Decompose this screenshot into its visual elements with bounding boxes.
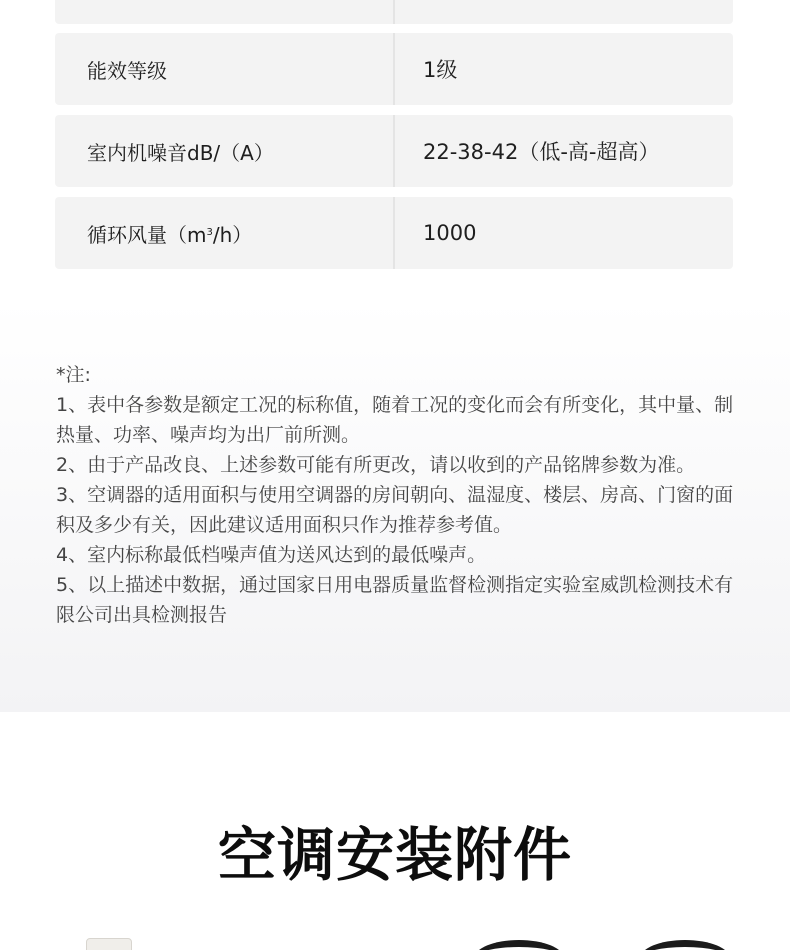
note-item: 4、室内标称最低档噪声值为送风达到的最低噪声。 xyxy=(56,544,487,566)
notes-section xyxy=(0,300,790,712)
column-divider xyxy=(393,33,395,105)
note-item: 5、以上描述中数据，通过国家日用电器质量监督检测指定实验室威凯检测技术有限公司出具检测报告 xyxy=(56,574,734,626)
spec-row-standard xyxy=(55,0,733,24)
accessory-image xyxy=(474,940,564,950)
spec-row-indoor-noise xyxy=(55,115,733,187)
accessory-image xyxy=(86,938,132,950)
label-prefix: 循环风量（m xyxy=(87,222,207,247)
spec-row-label: 能效等级 xyxy=(87,58,167,83)
spec-row-airflow xyxy=(55,197,733,269)
column-divider xyxy=(393,0,395,24)
notes-heading: *注: xyxy=(56,364,91,386)
column-divider xyxy=(393,115,395,187)
column-divider xyxy=(393,197,395,269)
spec-row-energy-grade xyxy=(55,33,733,105)
spec-row-value: 1级 xyxy=(423,58,458,82)
spec-row-value: 22-38-42（低-高-超高） xyxy=(423,140,660,164)
section-title: 空调安装附件 xyxy=(217,821,572,889)
spec-row-label: 室内机噪音dB/（A） xyxy=(87,140,274,165)
spec-row-label: 循环风量（m 3 /h） xyxy=(87,197,252,269)
spec-row-value: 1000 xyxy=(423,221,477,245)
notes xyxy=(56,360,736,630)
note-item: 2、由于产品改良、上述参数可能有所更改，请以收到的产品铭牌参数为准。 xyxy=(56,454,696,476)
note-item: 3、空调器的适用面积与使用空调器的房间朝向、温湿度、楼层、房高、门窗的面积及多少有关，因此建议适用面积只作为推荐参考值。 xyxy=(56,484,734,536)
label-suffix: /h） xyxy=(212,222,253,247)
note-item: 1、表中各参数是额定工况的标称值，随着工况的变化而会有所变化，其中量、制热量、功率、噪声均为出厂前所测。 xyxy=(56,394,734,446)
accessory-image xyxy=(640,940,730,950)
